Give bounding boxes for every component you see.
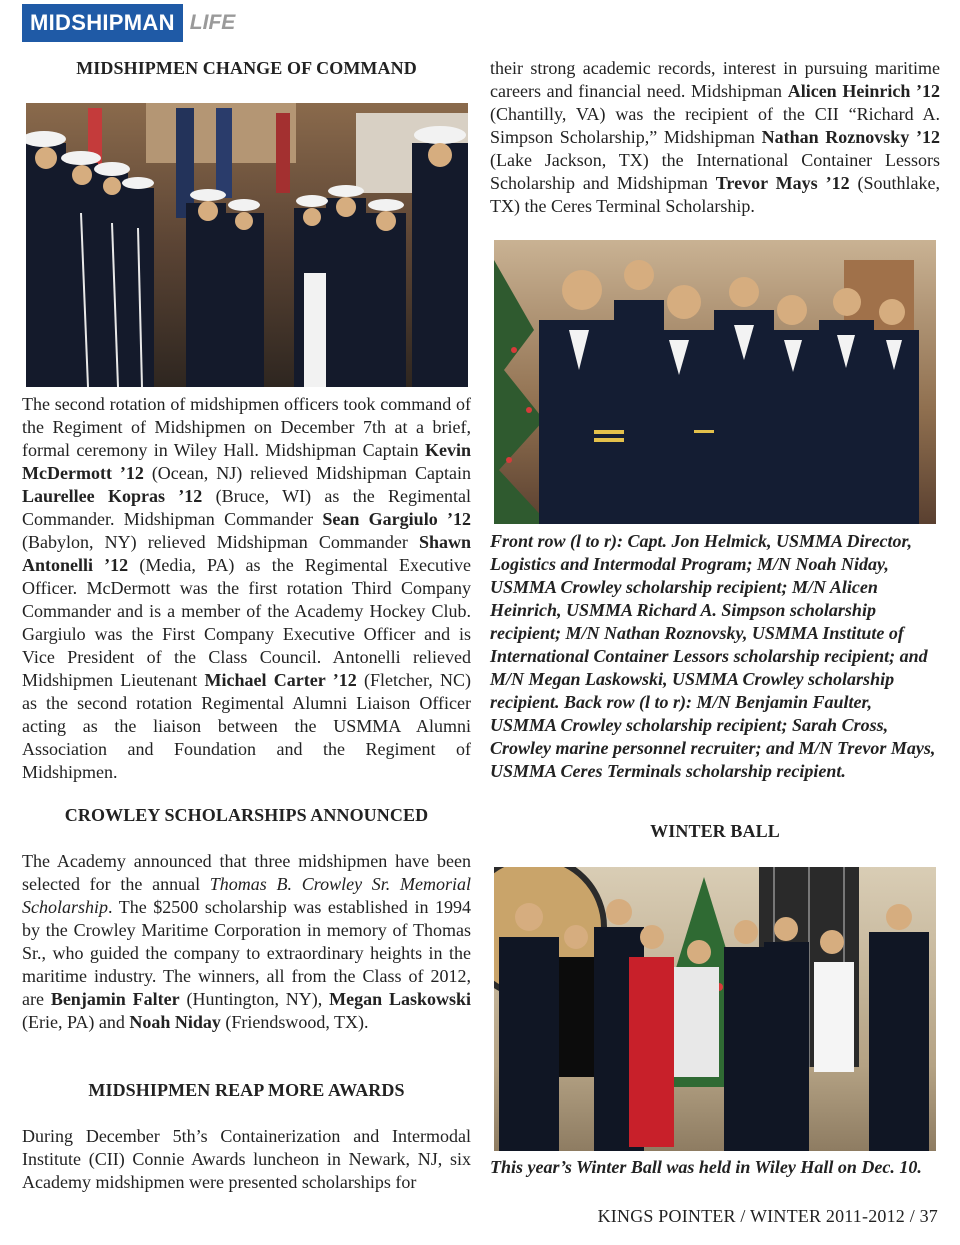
text-run: . The $2500 scholarship was established in 1994 by the Crowley Maritime Corporation in memory of Thomas Sr., who guided the company to extraordinary heights in the maritime industry. The winners, all from the Class of 2012, are	[22, 897, 471, 1009]
text-run: During December 5th’s Containerization and Intermodal Institute (CII) Connie Awards luncheon in Newark, NJ, six Academy midshipmen were presented scholarships for	[22, 1126, 471, 1192]
text-run: The second rotation of midshipmen officers took command of the Regiment of Midshipmen on December 7th at a brief, formal ceremony in Wiley Hall. Midshipman Captain	[22, 394, 471, 460]
section-header	[22, 4, 235, 42]
text-run: Noah Niday	[129, 1012, 221, 1032]
text-run: Shawn Antonelli ’12	[22, 532, 471, 575]
text-run: Benjamin Falter	[50, 989, 180, 1009]
text-run: (Erie, PA) and	[22, 1012, 130, 1032]
text-run: (Lake Jackson, TX) the International Container Lessors Scholarship and Midshipman	[490, 150, 940, 193]
text-run: Kevin McDermott ’12	[22, 440, 471, 483]
photo-winter-ball	[494, 867, 936, 1151]
photo-change-of-command	[26, 103, 468, 387]
text-run: (Ocean, NJ) relieved Midshipman Captain	[143, 463, 471, 483]
text-run: The Academy announced that three midshipmen have been selected for the annual	[22, 851, 471, 894]
text-run: Laurellee Kopras ’12	[22, 486, 203, 506]
text-run: (Southlake, TX) the Ceres Terminal Scholarship.	[490, 173, 940, 216]
text-run: (Media, PA) as the Regimental Executive Officer. McDermott was the first rotation Third Company Commander and is a member of the Academy Hockey Club. Gargiulo was the First Company Executive Officer and is Vice President of the Class Council. Antonelli relieved Midshipmen Lieutenant	[22, 555, 471, 690]
text-run: Sean Gargiulo ’12	[322, 509, 471, 529]
photo-caption-scholarship: Front row (l to r): Capt. Jon Helmick, USMMA Director, Logistics and Intermodal Program; M/N Noah Niday, USMMA Crowley scholarship recipient; M/N Alicen Heinrich, USMMA Richard A. Simpson scholarship recipient; M/N Nathan Roznovsky, USMMA Institute of International Container Lessors scholarship recipient; and M/N Megan Laskowski, USMMA Crowley scholarship recipient. Back row (l to r): M/N Benjamin Faulter, USMMA Crowley scholarship recipient; Sarah Cross, Crowley marine personnel recruiter; and M/N Trevor Mays, USMMA Ceres Terminals scholarship recipient.	[490, 531, 936, 781]
text-run: (Friendswood, TX).	[220, 1012, 369, 1032]
text-run: (Babylon, NY) relieved Midshipman Commander	[22, 532, 419, 552]
section-title: MIDSHIPMAN	[22, 4, 183, 42]
page-footer: KINGS POINTER / WINTER 2011-2012 / 37	[597, 1206, 938, 1226]
text-run: (Bruce, WI) as the Regimental Commander. Midshipman Commander	[22, 486, 471, 529]
heading-more-awards: MIDSHIPMEN REAP MORE AWARDS	[88, 1080, 405, 1100]
text-run: (Fletcher, NC) as the second rotation Regimental Alumni Liaison Officer acting as the liaison between the USMMA Alumni Association and Foundation and the Regiment of Midshipmen.	[22, 670, 472, 782]
text-run: Michael Carter ’12	[204, 670, 357, 690]
photo-scholarship-recipients	[494, 240, 936, 524]
text-run: (Huntington, NY),	[179, 989, 330, 1009]
text-run: Megan Laskowski	[329, 989, 471, 1009]
article-crowley-scholarships	[22, 850, 471, 1034]
heading-change-of-command: MIDSHIPMEN CHANGE OF COMMAND	[76, 58, 417, 78]
photo-caption-winter-ball: This year’s Winter Ball was held in Wiley Hall on Dec. 10.	[490, 1157, 922, 1177]
text-run: Trevor Mays ’12	[715, 173, 850, 193]
text-run: Nathan Roznovsky ’12	[761, 127, 941, 147]
text-run: Alicen Heinrich ’12	[787, 81, 941, 101]
text-run: Thomas B. Crowley Sr. Memorial Scholarship	[22, 874, 472, 917]
article-more-awards	[22, 1125, 471, 1194]
text-run: their strong academic records, interest in pursuing maritime careers and financial need. Midshipman	[490, 58, 940, 101]
article-change-of-command	[22, 393, 471, 784]
text-run: (Chantilly, VA) was the recipient of the CII “Richard A. Simpson Scholarship,” Midshipman	[490, 104, 940, 147]
heading-crowley-scholarships: CROWLEY SCHOLARSHIPS ANNOUNCED	[64, 805, 429, 825]
article-more-awards-continued	[490, 57, 940, 218]
heading-winter-ball: WINTER BALL	[650, 821, 780, 841]
section-subtitle: LIFE	[189, 11, 236, 34]
